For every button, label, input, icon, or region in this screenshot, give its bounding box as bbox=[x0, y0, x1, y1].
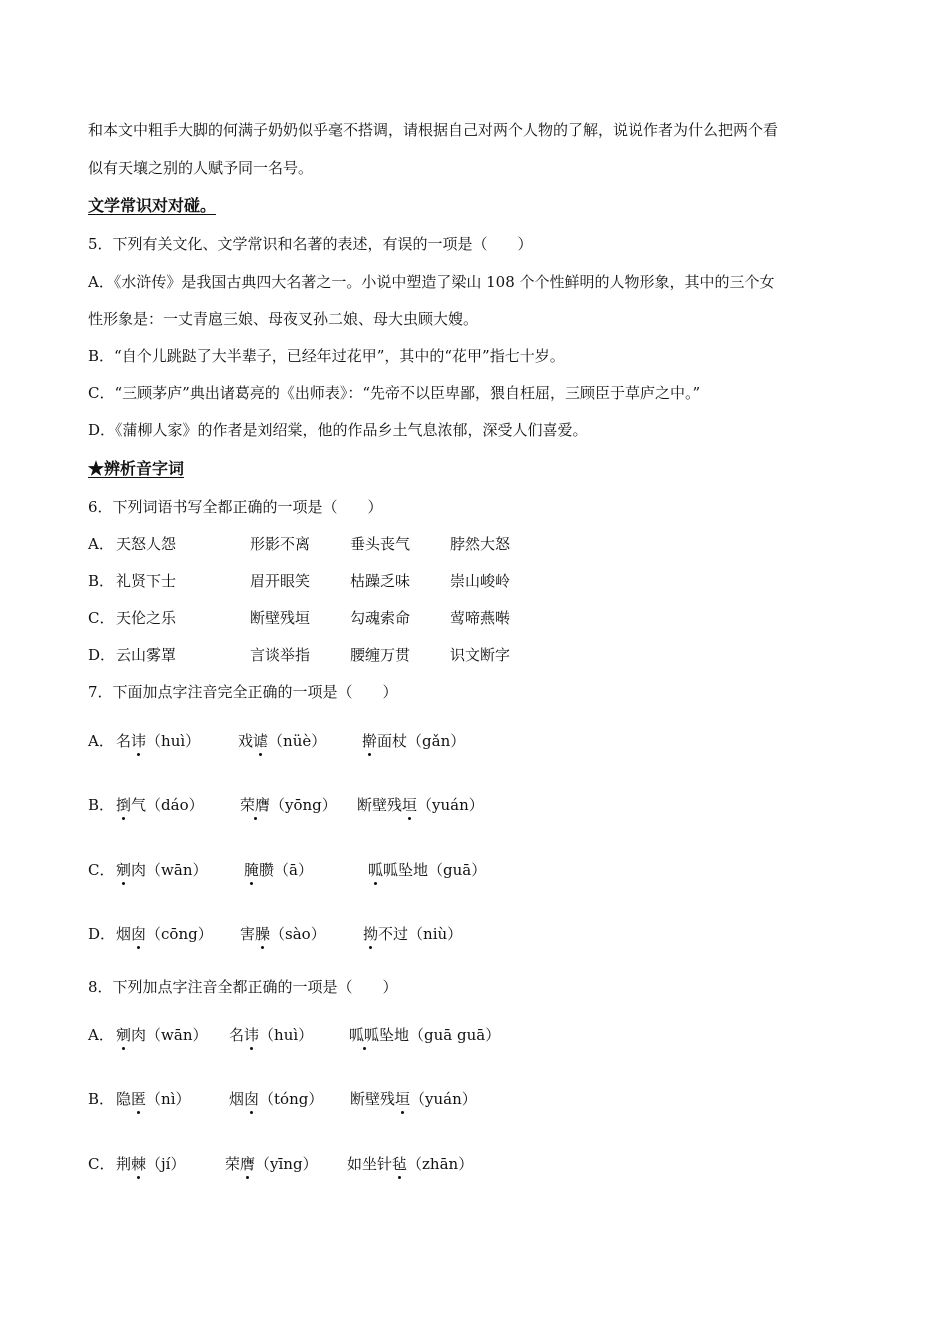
q6-option-d bbox=[88, 645, 588, 665]
option-word: 礼贤下士 bbox=[116, 572, 177, 590]
pinyin-item: 戏谑（nüè） bbox=[238, 732, 327, 750]
dotted-char: 讳 bbox=[244, 1026, 260, 1044]
option-word: 垂头丧气 bbox=[350, 535, 411, 553]
dotted-char: 剜 bbox=[116, 1026, 132, 1044]
pinyin: （gǎn） bbox=[407, 732, 466, 750]
option-word: 形影不离 bbox=[250, 535, 311, 553]
option-word: 云山雾罩 bbox=[116, 646, 177, 664]
dotted-char: 荣膺 bbox=[240, 796, 271, 814]
q8-stem: 8．下列加点字注音全都正确的一项是（ ） bbox=[88, 978, 398, 996]
pinyin-item bbox=[240, 795, 337, 815]
q6-option-c bbox=[88, 608, 588, 628]
option-word: 言谈举指 bbox=[250, 646, 311, 664]
pinyin-item: 名讳（huì） bbox=[229, 1026, 314, 1044]
dotted-char: 谑 bbox=[253, 732, 269, 750]
option-word: 天怒人怨 bbox=[116, 535, 177, 553]
pinyin-item: 荣膺（yīng） bbox=[225, 1155, 318, 1173]
q7-option-d bbox=[88, 924, 608, 946]
q8-option-b bbox=[88, 1089, 608, 1111]
option-word: 崇山峻岭 bbox=[450, 572, 511, 590]
pinyin-item: 断壁残垣（yuán） bbox=[350, 1090, 477, 1108]
pinyin: （huì） bbox=[259, 1026, 314, 1044]
q5-option-d: D．《蒲柳人家》的作者是刘绍棠，他的作品乡土气息浓郁，深受人们喜爱。 bbox=[88, 421, 588, 439]
section-title-pronunciation: ★辨析音字词 bbox=[88, 459, 185, 478]
dotted-char: 囱 bbox=[244, 1090, 260, 1108]
pinyin: （wān） bbox=[146, 1026, 208, 1044]
q8-option-c bbox=[88, 1154, 608, 1176]
pinyin: （dáo） bbox=[146, 796, 204, 814]
dotted-char: 垣 bbox=[402, 796, 418, 814]
pinyin-item: 害臊（sào） bbox=[240, 925, 326, 943]
intro-line-1: 和本文中粗手大脚的何满子奶奶似乎毫不搭调，请根据自己对两个人物的了解，说说作者为什么把两个看 bbox=[88, 121, 779, 139]
pinyin: （yīng） bbox=[255, 1155, 318, 1173]
pinyin-item: 烟囱（cōng） bbox=[116, 925, 213, 943]
dotted-char: 剜 bbox=[116, 861, 132, 879]
option-word: 勾魂索命 bbox=[350, 609, 411, 627]
section-title-literature: 文学常识对对碰。 bbox=[88, 196, 217, 215]
q5-stem: 5．下列有关文化、文学常识和名著的表述，有误的一项是（ ） bbox=[88, 235, 533, 253]
pinyin: （cōng） bbox=[146, 925, 213, 943]
pinyin-item: 烟囱（tóng） bbox=[229, 1090, 324, 1108]
option-word: 脖然大怒 bbox=[450, 535, 511, 553]
pinyin: （nì） bbox=[146, 1090, 191, 1108]
option-letter: A． bbox=[88, 1026, 114, 1044]
option-letter: B． bbox=[88, 1090, 115, 1108]
pinyin-item: 拗不过（niù） bbox=[363, 925, 463, 943]
option-letter: D． bbox=[88, 925, 116, 943]
option-word: 枯躁乏味 bbox=[350, 572, 411, 590]
pinyin: （niù） bbox=[408, 925, 463, 943]
pinyin-item: 呱呱坠地（guā） bbox=[368, 861, 487, 879]
option-word: 识文断字 bbox=[450, 646, 511, 664]
option-letter: C． bbox=[88, 861, 115, 879]
pinyin: （guā） bbox=[428, 861, 487, 879]
option-word: 腰缠万贯 bbox=[350, 646, 411, 664]
option-word: 莺啼燕啭 bbox=[450, 609, 511, 627]
q6-stem: 6．下列词语书写全都正确的一项是（ ） bbox=[88, 498, 383, 516]
option-letter: C． bbox=[88, 1155, 115, 1173]
q8-option-a bbox=[88, 1025, 608, 1047]
q5-option-a-line-2: 性形象是：一丈青扈三娘、母夜叉孙二娘、母大虫顾大嫂。 bbox=[88, 310, 479, 328]
option-letter: B． bbox=[88, 572, 115, 590]
dotted-char: 呱 bbox=[368, 861, 384, 879]
pinyin: （nüè） bbox=[268, 732, 327, 750]
pinyin: （yuán） bbox=[417, 796, 484, 814]
dotted-char: 腌 bbox=[244, 861, 260, 879]
q6-option-b bbox=[88, 571, 588, 591]
q7-option-b bbox=[88, 795, 608, 817]
pinyin: （yuán） bbox=[410, 1090, 477, 1108]
option-word: 天伦之乐 bbox=[116, 609, 177, 627]
dotted-char: 膺 bbox=[240, 1155, 256, 1173]
pinyin-item: 腌臜（ā） bbox=[244, 861, 313, 879]
option-letter: B． bbox=[88, 796, 115, 814]
pinyin-item: 名讳（huì） bbox=[116, 732, 201, 750]
pinyin: （yōng） bbox=[270, 796, 337, 814]
pinyin: （ā） bbox=[274, 861, 313, 879]
option-word: 断壁残垣 bbox=[250, 609, 311, 627]
dotted-char: 棘 bbox=[131, 1155, 147, 1173]
option-letter: C． bbox=[88, 609, 115, 627]
q5-option-b: B．“自个儿跳跶了大半辈子，已经年过花甲”，其中的“花甲”指七十岁。 bbox=[88, 347, 565, 365]
q7-stem: 7．下面加点字注音完全正确的一项是（ ） bbox=[88, 683, 398, 701]
pinyin-item: 断壁残垣（yuán） bbox=[357, 796, 484, 814]
dotted-char: 毡 bbox=[392, 1155, 408, 1173]
dotted-char: 擀 bbox=[362, 732, 378, 750]
pinyin: （jí） bbox=[146, 1155, 186, 1173]
pinyin-item: 如坐针毡（zhān） bbox=[347, 1155, 474, 1173]
dotted-char: 拗 bbox=[363, 925, 379, 943]
option-letter: A． bbox=[88, 732, 114, 750]
dotted-char: 讳 bbox=[131, 732, 147, 750]
pinyin: （sào） bbox=[270, 925, 326, 943]
dotted-char: 臊 bbox=[255, 925, 271, 943]
pinyin-item: 捯气（dáo） bbox=[116, 796, 204, 814]
q5-option-a-line-1: A．《水浒传》是我国古典四大名著之一。小说中塑造了梁山 108 个个性鲜明的人物形象，其中的三个女 bbox=[88, 273, 775, 291]
dotted-char: 垣 bbox=[395, 1090, 411, 1108]
pinyin: （zhān） bbox=[407, 1155, 474, 1173]
dotted-char: 囱 bbox=[131, 925, 147, 943]
pinyin-item: 擀面杖（gǎn） bbox=[362, 732, 466, 750]
pinyin-item: 剜肉（wān） bbox=[116, 861, 208, 879]
pinyin-item: 剜肉（wān） bbox=[116, 1026, 208, 1044]
pinyin-item: 荆棘（jí） bbox=[116, 1155, 186, 1173]
q7-option-a bbox=[88, 731, 608, 753]
option-word: 眉开眼笑 bbox=[250, 572, 311, 590]
dotted-char: 匿 bbox=[131, 1090, 147, 1108]
option-letter: A． bbox=[88, 535, 114, 553]
pinyin: （tóng） bbox=[259, 1090, 324, 1108]
pinyin: （huì） bbox=[146, 732, 201, 750]
option-letter: D． bbox=[88, 646, 116, 664]
pinyin-item: 隐匿（nì） bbox=[116, 1090, 191, 1108]
q7-option-c bbox=[88, 860, 608, 882]
pinyin: （wān） bbox=[146, 861, 208, 879]
pinyin-item: 呱呱坠地（guā guā） bbox=[349, 1026, 501, 1044]
q5-option-c: C．“三顾茅庐”典出诸葛亮的《出师表》：“先帝不以臣卑鄙，猥自枉屈，三顾臣于草庐之中。” bbox=[88, 384, 701, 402]
pinyin: （guā guā） bbox=[409, 1026, 501, 1044]
dotted-char: 呱呱 bbox=[349, 1026, 380, 1044]
intro-line-2: 似有天壤之别的人赋予同一名号。 bbox=[88, 159, 314, 177]
q6-option-a bbox=[88, 534, 588, 554]
dotted-char: 捯 bbox=[116, 796, 132, 814]
